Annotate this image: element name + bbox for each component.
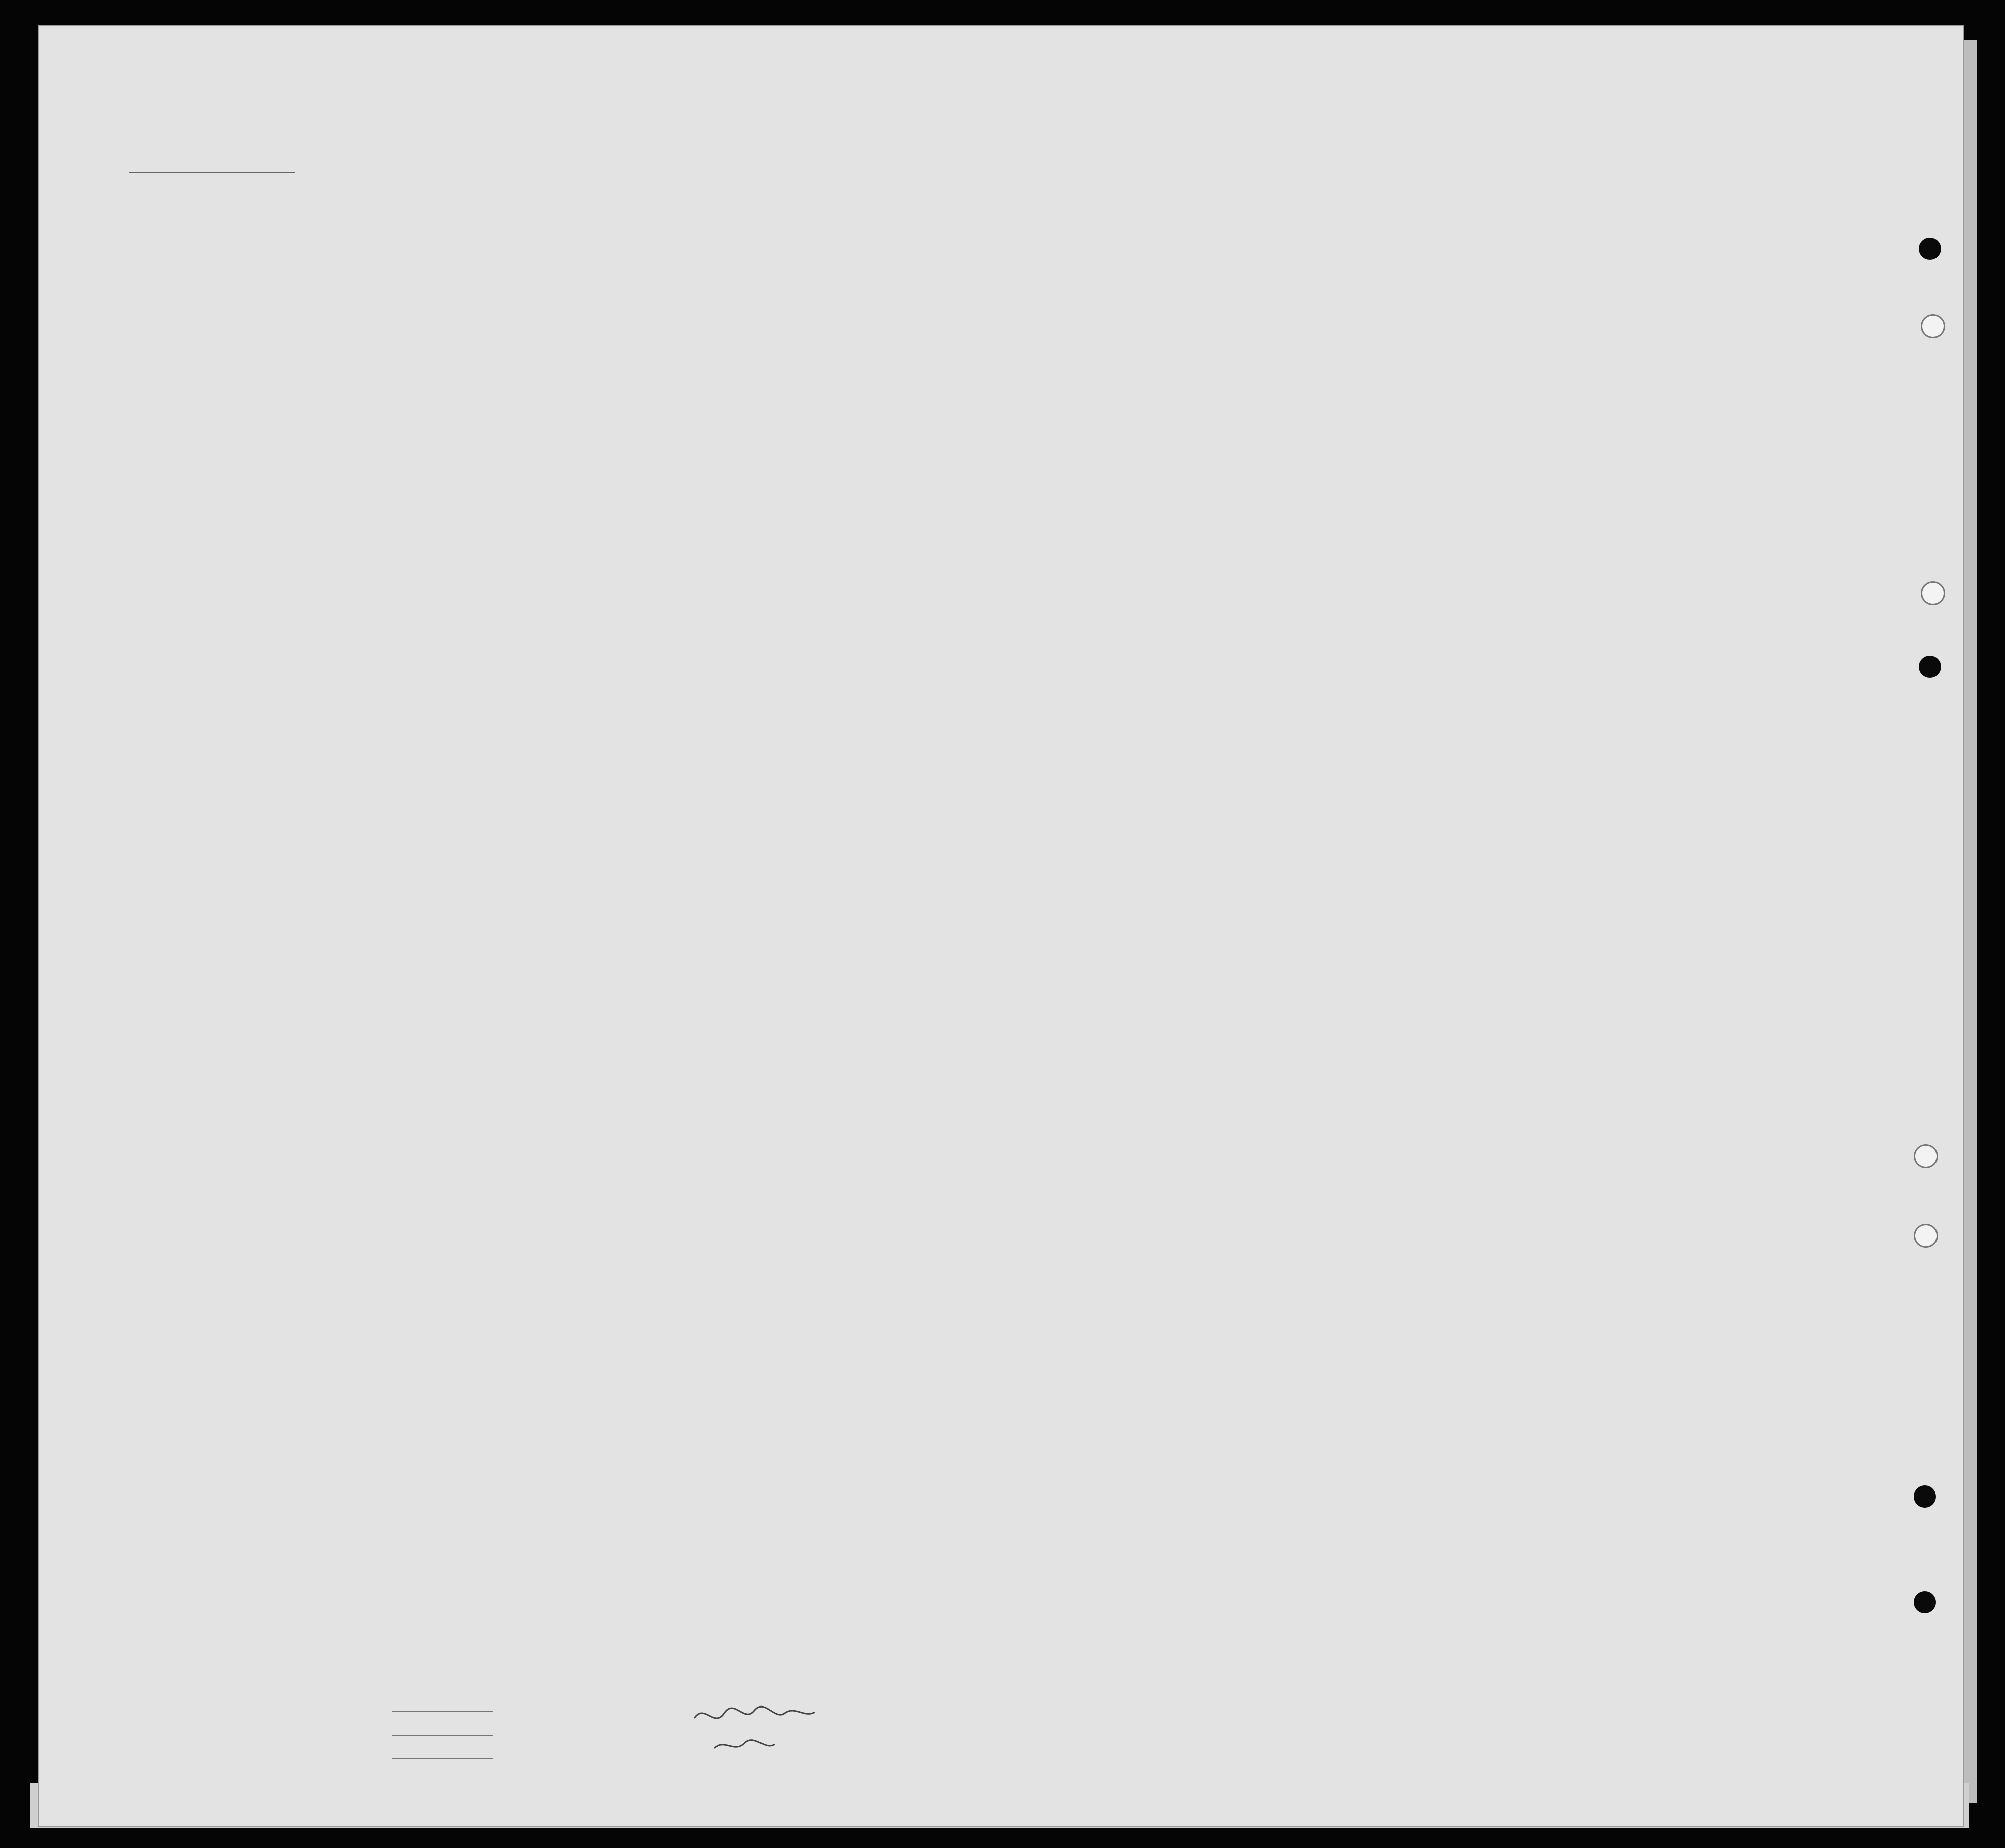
- binder-hole: [1921, 314, 1945, 338]
- binder-hole: [1914, 1591, 1936, 1613]
- binder-hole: [1919, 656, 1941, 678]
- binder-hole: [1914, 1485, 1936, 1508]
- binder-hole: [1921, 581, 1945, 605]
- manifest-sheet: [39, 26, 1963, 1826]
- list-underline: [129, 172, 295, 173]
- sheet-edge-right: [1962, 40, 1977, 1803]
- total-underline: [392, 1711, 493, 1712]
- binder-hole: [1914, 1144, 1938, 1168]
- binder-hole: [1919, 238, 1941, 260]
- citizens-underline: [392, 1735, 493, 1736]
- officer-signature: [689, 1698, 850, 1763]
- aliens-underline: [392, 1758, 493, 1759]
- binder-hole: [1914, 1224, 1938, 1248]
